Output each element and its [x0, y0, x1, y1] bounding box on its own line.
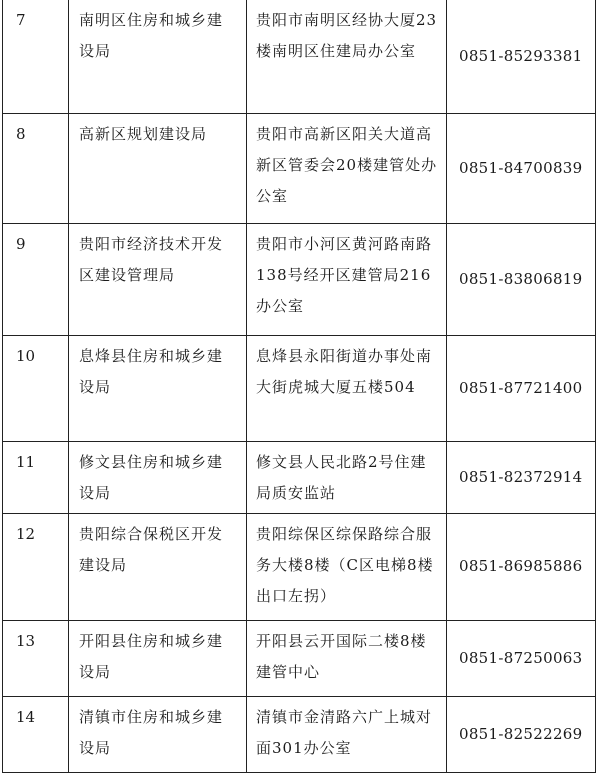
table-row — [3, 113, 596, 223]
department-name: 南明区住房和城乡建设局 — [69, 0, 247, 113]
office-address: 贵阳市南明区经协大厦23楼南明区住建局办公室 — [247, 0, 447, 113]
row-number: 10 — [3, 335, 69, 441]
department-name: 息烽县住房和城乡建设局 — [69, 335, 247, 441]
row-number: 8 — [3, 113, 69, 223]
table-row — [3, 620, 596, 696]
office-address: 开阳县云开国际二楼8楼建管中心 — [247, 620, 447, 696]
table-row — [3, 223, 596, 335]
table-row — [3, 335, 596, 441]
office-address: 修文县人民北路2号住建局质安监站 — [247, 441, 447, 513]
department-name: 贵阳市经济技术开发区建设管理局 — [69, 223, 247, 335]
table-row — [3, 696, 596, 772]
row-number: 11 — [3, 441, 69, 513]
phone-number: 0851-87721400 — [447, 335, 596, 441]
table-row — [3, 0, 596, 113]
department-name: 贵阳综合保税区开发建设局 — [69, 513, 247, 620]
office-address: 贵阳市小河区黄河路南路138号经开区建管局216办公室 — [247, 223, 447, 335]
office-address: 清镇市金清路六广上城对面301办公室 — [247, 696, 447, 772]
department-name: 高新区规划建设局 — [69, 113, 247, 223]
row-number: 13 — [3, 620, 69, 696]
department-name: 修文县住房和城乡建设局 — [69, 441, 247, 513]
phone-number: 0851-82522269 — [447, 696, 596, 772]
department-name: 开阳县住房和城乡建设局 — [69, 620, 247, 696]
phone-number: 0851-86985886 — [447, 513, 596, 620]
row-number: 7 — [3, 0, 69, 113]
phone-number: 0851-84700839 — [447, 113, 596, 223]
phone-number: 0851-82372914 — [447, 441, 596, 513]
phone-number: 0851-85293381 — [447, 0, 596, 113]
row-number: 14 — [3, 696, 69, 772]
phone-number: 0851-87250063 — [447, 620, 596, 696]
office-address: 息烽县永阳街道办事处南大街虎城大厦五楼504 — [247, 335, 447, 441]
contact-table — [2, 0, 596, 773]
table-row — [3, 441, 596, 513]
phone-number: 0851-83806819 — [447, 223, 596, 335]
department-name: 清镇市住房和城乡建设局 — [69, 696, 247, 772]
office-address: 贵阳市高新区阳关大道高新区管委会20楼建管处办公室 — [247, 113, 447, 223]
row-number: 12 — [3, 513, 69, 620]
office-address: 贵阳综保区综保路综合服务大楼8楼（C区电梯8楼出口左拐） — [247, 513, 447, 620]
table-row — [3, 513, 596, 620]
row-number: 9 — [3, 223, 69, 335]
